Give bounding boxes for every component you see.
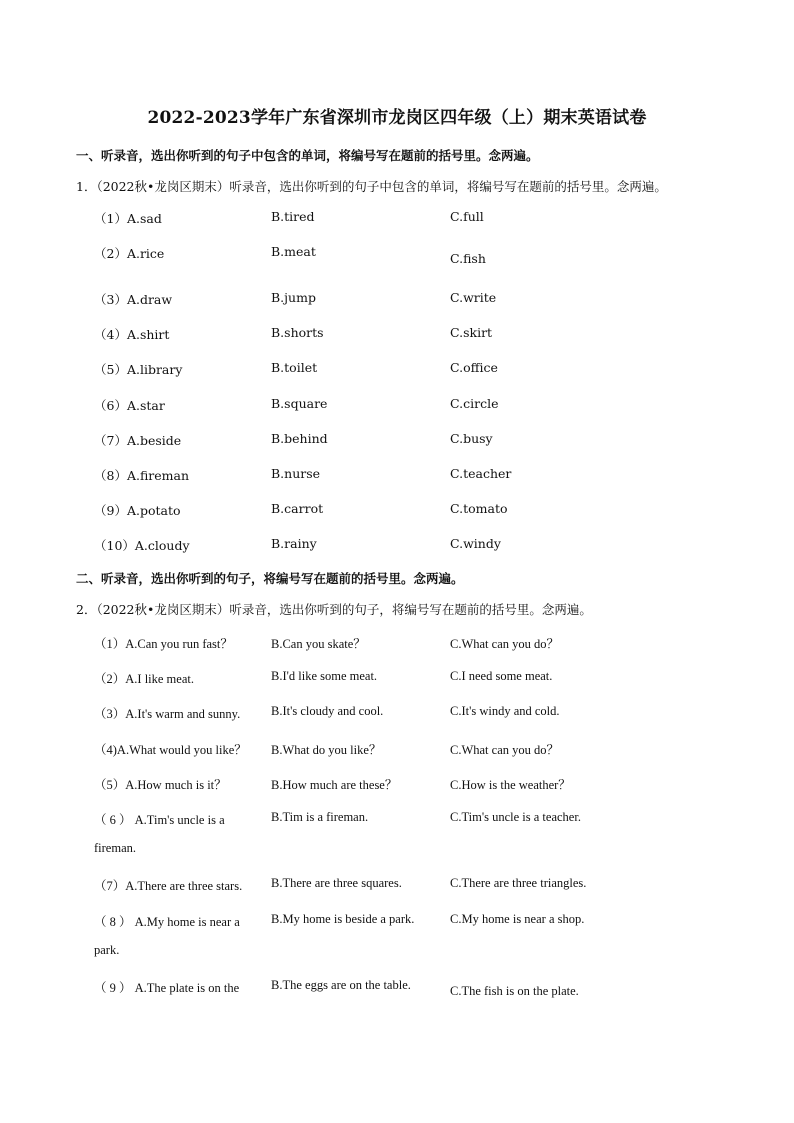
- option-c: C.circle: [450, 396, 499, 411]
- option-b: B.jump: [271, 290, 316, 305]
- option-a: （3）A.draw: [94, 292, 173, 307]
- option-b: B.behind: [271, 431, 328, 446]
- section-2-heading: 二、听录音，选出你听到的句子，将编号写在题前的括号里。念两遍。: [76, 571, 464, 586]
- option-b: B.It's cloudy and cool.: [271, 704, 384, 718]
- option-b: B.I'd like some meat.: [271, 669, 378, 683]
- option-a: （5）A.library: [94, 362, 183, 377]
- option-a: （7）A.beside: [94, 433, 182, 448]
- option-a: （10）A.cloudy: [94, 538, 190, 553]
- option-b: B.How much are these？: [271, 778, 398, 792]
- page-title: 2022-2023学年广东省深圳市龙岗区四年级（上）期末英语试卷: [147, 108, 647, 128]
- option-c: C.What can you do？: [450, 637, 560, 651]
- q2-item-6-option-a-continued: fireman.: [94, 841, 136, 855]
- option-c: C.windy: [450, 536, 501, 551]
- option-c: C.Tim's uncle is a teacher.: [450, 810, 581, 824]
- option-a: （2）A.rice: [94, 246, 165, 261]
- option-b: B.meat: [271, 244, 316, 259]
- option-c: C.How is the weather？: [450, 778, 571, 792]
- option-c: C.office: [450, 360, 498, 375]
- option-b: B.Can you skate？: [271, 637, 366, 651]
- option-b: B.There are three squares.: [271, 876, 402, 890]
- question-2-stem: 2．（2022秋•龙岗区期末）听录音，选出你听到的句子，将编号写在题前的括号里。念两遍。: [76, 602, 592, 617]
- section-1-heading: 一、听录音，选出你听到的句子中包含的单词，将编号写在题前的括号里。念两遍。: [76, 148, 539, 163]
- option-b: B.square: [271, 396, 328, 411]
- option-a: （1）A.Can you run fast？: [94, 637, 233, 651]
- question-1-stem: 1．（2022秋•龙岗区期末）听录音，选出你听到的句子中包含的单词，将编号写在题前的括号里。念两遍。: [76, 179, 667, 194]
- option-c: C.It's windy and cold.: [450, 704, 560, 718]
- option-c: C.busy: [450, 431, 493, 446]
- option-a: （6）A.star: [94, 398, 165, 413]
- option-b: B.The eggs are on the table.: [271, 978, 411, 992]
- option-c: C.fish: [450, 251, 486, 266]
- option-a: （5）A.How much is it？: [94, 778, 227, 792]
- option-a: （4）A.shirt: [94, 327, 170, 342]
- option-b: B.My home is beside a park.: [271, 912, 415, 926]
- option-b: B.shorts: [271, 325, 324, 340]
- option-a: （2）A.I like meat.: [94, 672, 194, 686]
- option-c: C.What can you do？: [450, 743, 560, 757]
- option-b: B.toilet: [271, 360, 318, 375]
- option-b: B.rainy: [271, 536, 317, 551]
- option-c: C.skirt: [450, 325, 493, 340]
- option-c: C.I need some meat.: [450, 669, 553, 683]
- option-b: B.Tim is a fireman.: [271, 810, 369, 824]
- option-a: （ 6 ） A.Tim's uncle is a: [94, 813, 225, 827]
- option-c: C.There are three triangles.: [450, 876, 587, 890]
- option-b: B.tired: [271, 209, 315, 224]
- option-b: B.carrot: [271, 501, 324, 516]
- q2-item-8-option-a-continued: park.: [94, 943, 120, 957]
- option-a: （8）A.fireman: [94, 468, 190, 483]
- option-b: B.What do you like？: [271, 743, 382, 757]
- option-a: （7）A.There are three stars.: [94, 879, 243, 893]
- option-c: C.write: [450, 290, 497, 305]
- option-a: （1）A.sad: [94, 211, 162, 226]
- option-a: （ 8 ） A.My home is near a: [94, 915, 240, 929]
- option-c: C.full: [450, 209, 484, 224]
- option-a: （9）A.potato: [94, 503, 181, 518]
- option-b: B.nurse: [271, 466, 321, 481]
- option-a: （4)A.What would you like？: [94, 743, 247, 757]
- option-c: C.tomato: [450, 501, 508, 516]
- option-c: C.My home is near a shop.: [450, 912, 585, 926]
- option-c: C.The fish is on the plate.: [450, 984, 579, 998]
- option-a: （ 9 ） A.The plate is on the: [94, 981, 240, 995]
- option-a: （3）A.It's warm and sunny.: [94, 707, 241, 721]
- option-c: C.teacher: [450, 466, 512, 481]
